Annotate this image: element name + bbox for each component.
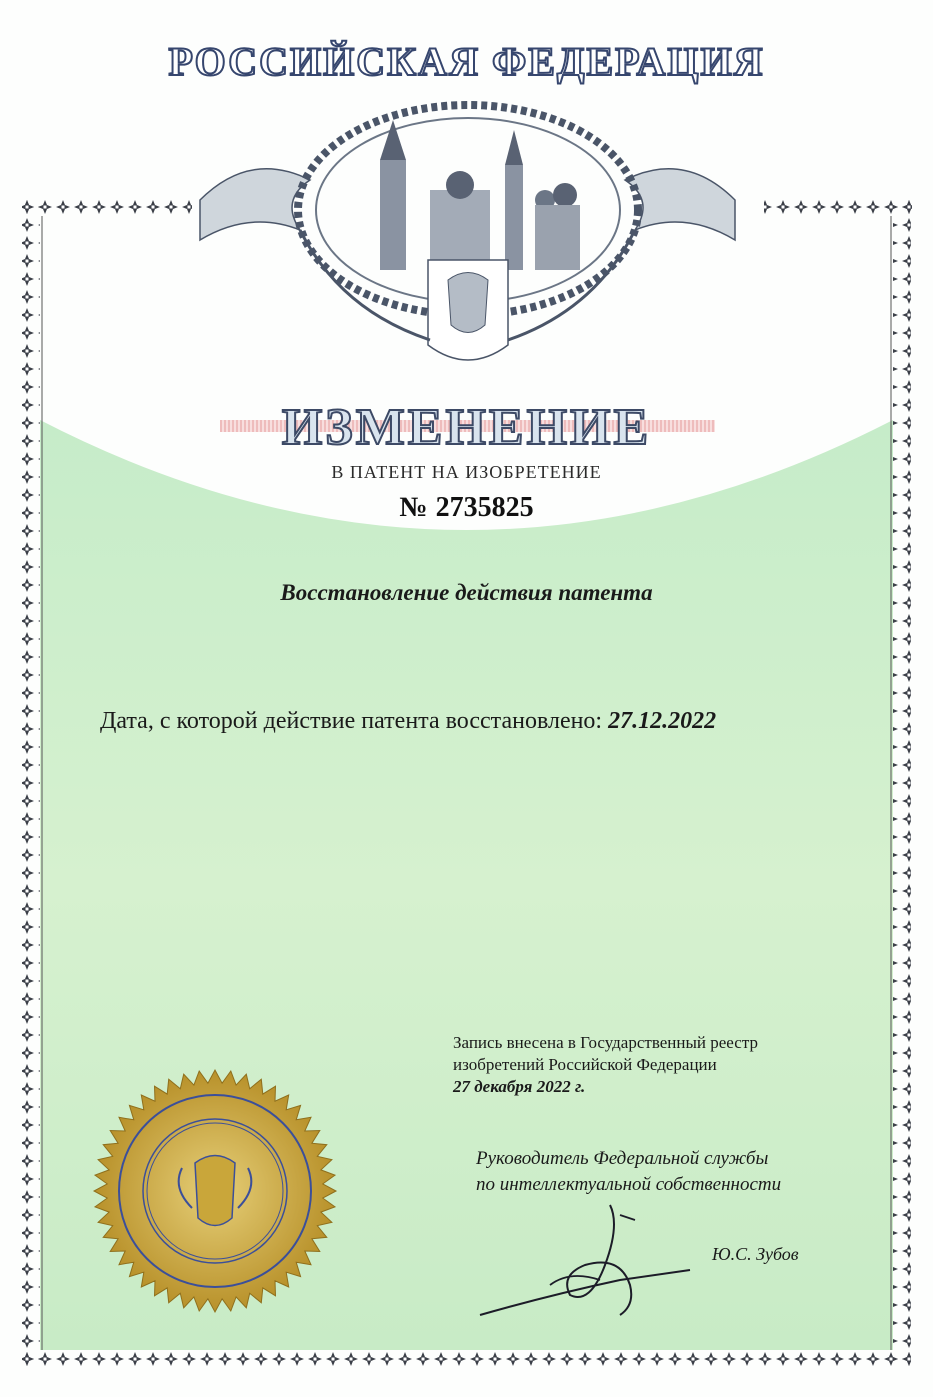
- head-line-1: Руководитель Федеральной службы: [476, 1148, 769, 1169]
- date-label: Дата, с которой действие патента восстановлено:: [100, 708, 603, 734]
- date-value: 27.12.2022: [608, 708, 717, 734]
- official-seal: [92, 1068, 338, 1314]
- number-symbol: №: [399, 492, 428, 523]
- border-bottom: [22, 1352, 911, 1370]
- patent-number-value: 2735825: [435, 492, 534, 523]
- signature: [470, 1195, 710, 1335]
- registry-line-1: Запись внесена в Государственный реестр: [453, 1033, 758, 1052]
- patent-number: [0, 492, 933, 524]
- registry-line-2: изобретений Российской Федерации: [453, 1055, 717, 1074]
- registry-date: 27 декабря 2022 г.: [453, 1077, 586, 1096]
- border-top-left: [22, 196, 192, 214]
- restoration-date-line: [100, 708, 716, 735]
- country-heading: РОССИЙСКАЯ ФЕДЕРАЦИЯ: [168, 39, 765, 84]
- kremlin-emblem: [190, 90, 745, 380]
- head-title: [476, 1146, 781, 1198]
- event-title: Восстановление действия патента: [280, 580, 653, 605]
- border-top-right: [764, 196, 912, 214]
- border-left: [22, 196, 40, 1370]
- border-right: [893, 196, 911, 1370]
- head-line-2: по интеллектуальной собственности: [476, 1174, 782, 1195]
- signer-name: Ю.С. Зубов: [712, 1244, 799, 1264]
- registry-note: [453, 1032, 758, 1098]
- document-title: ИЗМЕНЕНИЕ: [281, 399, 652, 456]
- document-subtitle: В ПАТЕНТ НА ИЗОБРЕТЕНИЕ: [331, 462, 602, 482]
